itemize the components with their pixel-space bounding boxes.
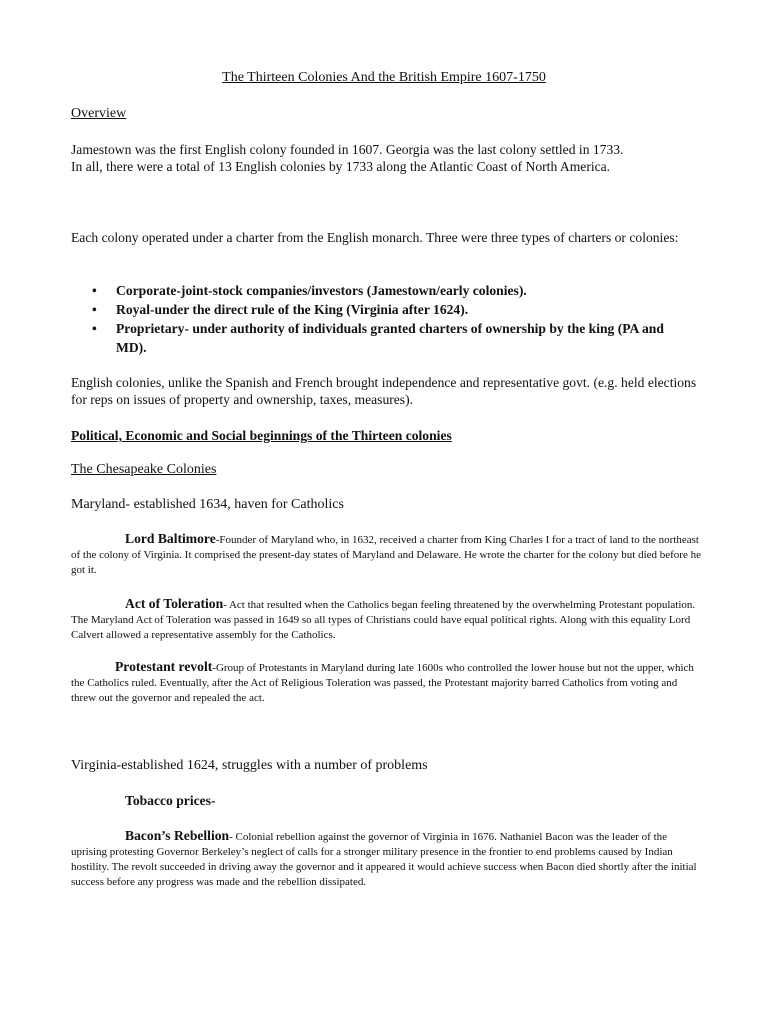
- virginia-heading: Virginia-established 1624, struggles with a number of problems: [71, 758, 428, 773]
- list-item-text: Corporate-joint-stock companies/investors (Jamestown/early colonies).: [116, 283, 527, 298]
- maryland-heading: Maryland- established 1634, haven for Catholics: [71, 497, 344, 512]
- entry-term: Lord Baltimore: [125, 531, 216, 546]
- list-item: [92, 319, 692, 357]
- list-item: [92, 300, 692, 319]
- entry-lord-baltimore: [71, 531, 701, 578]
- entry-term: Protestant revolt: [115, 659, 213, 674]
- charter-intro: Each colony operated under a charter from the English monarch. Three were three types of charters or colonies:: [71, 230, 679, 245]
- entry-act-of-toleration: [71, 596, 701, 643]
- independence-paragraph: English colonies, unlike the Spanish and French brought independence and representative govt. (e.g. held elections for reps on issues of property and ownership, taxes, measures).: [71, 375, 697, 407]
- entry-term: Act of Toleration: [125, 596, 224, 611]
- list-item: [92, 281, 692, 300]
- entry-protestant-revolt: [71, 659, 701, 706]
- list-item-text: Proprietary- under authority of individuals granted charters of ownership by the king (PA and MD).: [116, 321, 664, 355]
- entry-text: - Colonial rebellion against the governor of Virginia in 1676. Nathaniel Bacon was the leader of the uprising protesting Governor Berkeley’s neglect of calls for a stronger military presence in the frontier to end problems caused by Indian hostility. The revolt succeeded in driving away the governor and it appeared it would achieve success when Bacon died shortly after the initial success before any progress was made and the rebellion dissipated.: [71, 831, 697, 888]
- bullet-icon: •: [92, 321, 97, 336]
- charter-types-list: [92, 281, 692, 357]
- entry-bacons-rebellion: [71, 828, 701, 890]
- document-title: The Thirteen Colonies And the British Empire 1607-1750: [222, 70, 546, 85]
- list-item-text: Royal-under the direct rule of the King (Virginia after 1624).: [116, 302, 469, 317]
- entry-text: - Act that resulted when the Catholics began feeling threatened by the overwhelming Protestant population. The Maryland Act of Toleration was passed in 1649 so all types of Christians could have equal political rights. Along with this equality Lord Calvert allowed a representative assembly for the Catholics.: [71, 599, 696, 641]
- overview-heading: Overview: [71, 106, 127, 121]
- overview-line-2: In all, there were a total of 13 English colonies by 1733 along the Atlantic Coast of North America.: [71, 159, 611, 174]
- entry-text: -Group of Protestants in Maryland during late 1600s who controlled the lower house but not the upper, which the Catholics ruled. Eventually, after the Act of Religious Toleration was passed, the Protestant majority barred Catholics from voting and threw out the governor and repealed the act.: [71, 662, 694, 704]
- entry-term: Tobacco prices-: [125, 793, 216, 808]
- bullet-icon: •: [92, 283, 97, 298]
- section-heading: Political, Economic and Social beginnings of the Thirteen colonies: [71, 428, 452, 443]
- bullet-icon: •: [92, 302, 97, 317]
- overview-line-1: Jamestown was the first English colony founded in 1607. Georgia was the last colony settled in 1733.: [71, 142, 624, 157]
- chesapeake-heading: The Chesapeake Colonies: [71, 462, 217, 477]
- entry-text: -Founder of Maryland who, in 1632, received a charter from King Charles I for a tract of land to the northeast of the colony of Virginia. It comprised the present-day states of Maryland and Delaware. He wrote the charter for the colony but died before he got it.: [71, 534, 701, 576]
- entry-term: Bacon’s Rebellion: [125, 828, 230, 843]
- entry-tobacco-prices: [71, 793, 701, 810]
